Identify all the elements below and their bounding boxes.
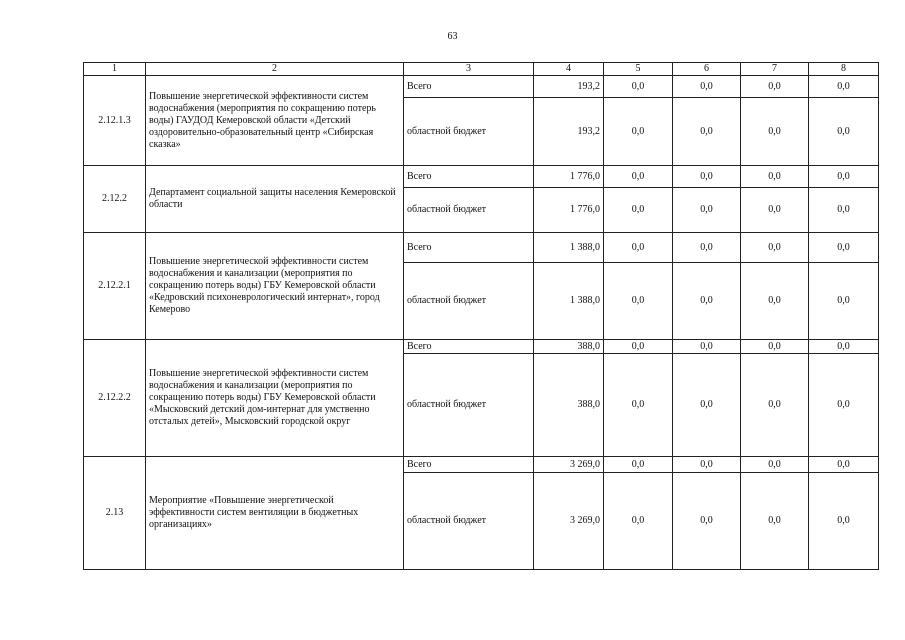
value-cell: 0,0 — [809, 166, 879, 188]
value-cell: 0,0 — [604, 473, 673, 570]
budget-table — [83, 62, 879, 570]
table-row — [84, 340, 879, 354]
value-cell: 0,0 — [809, 233, 879, 263]
value-cell: 1 776,0 — [534, 188, 604, 233]
column-header: 7 — [741, 63, 809, 76]
item-name: Повышение энергетической эффективности систем водоснабжения и канализации (мероприятия по сокращению потерь воды) ГБУ Кемеровской области «Мысковский детский дом-интернат для умственно отсталых детей», Мысковский городской округ — [146, 340, 404, 457]
funding-source: Всего — [404, 457, 534, 473]
value-cell: 0,0 — [604, 233, 673, 263]
value-cell: 193,2 — [534, 98, 604, 166]
funding-source: Всего — [404, 166, 534, 188]
value-cell: 0,0 — [604, 340, 673, 354]
value-cell: 0,0 — [604, 354, 673, 457]
value-cell: 0,0 — [741, 188, 809, 233]
column-header: 1 — [84, 63, 146, 76]
value-cell: 3 269,0 — [534, 473, 604, 570]
value-cell: 388,0 — [534, 340, 604, 354]
value-cell: 0,0 — [741, 263, 809, 340]
table-row — [84, 457, 879, 473]
value-cell: 0,0 — [673, 166, 741, 188]
funding-source: Всего — [404, 340, 534, 354]
item-number: 2.12.2.2 — [84, 340, 146, 457]
table-row — [84, 166, 879, 188]
value-cell: 0,0 — [673, 340, 741, 354]
item-name: Мероприятие «Повышение энергетической эффективности систем вентиляции в бюджетных организациях» — [146, 457, 404, 570]
item-number: 2.13 — [84, 457, 146, 570]
value-cell: 193,2 — [534, 76, 604, 98]
item-number: 2.12.1.3 — [84, 76, 146, 166]
funding-source: областной бюджет — [404, 354, 534, 457]
funding-source: областной бюджет — [404, 263, 534, 340]
value-cell: 0,0 — [809, 457, 879, 473]
value-cell: 0,0 — [809, 354, 879, 457]
value-cell: 0,0 — [673, 76, 741, 98]
value-cell: 0,0 — [741, 233, 809, 263]
value-cell: 0,0 — [741, 166, 809, 188]
column-header: 5 — [604, 63, 673, 76]
funding-source: Всего — [404, 233, 534, 263]
column-header: 2 — [146, 63, 404, 76]
item-name: Повышение энергетической эффективности систем водоснабжения и канализации (мероприятия по сокращению потерь воды) ГБУ Кемеровской области «Кедровский психоневрологический интернат», город Кемерово — [146, 233, 404, 340]
value-cell: 0,0 — [673, 98, 741, 166]
funding-source: областной бюджет — [404, 98, 534, 166]
item-name: Повышение энергетической эффективности систем водоснабжения (мероприятия по сокращению потерь воды) ГАУДОД Кемеровской области «Детский оздоровительно-образовательный центр «Сибирская сказка» — [146, 76, 404, 166]
value-cell: 0,0 — [809, 76, 879, 98]
value-cell: 0,0 — [673, 188, 741, 233]
value-cell: 0,0 — [673, 473, 741, 570]
value-cell: 1 388,0 — [534, 263, 604, 340]
value-cell: 0,0 — [604, 98, 673, 166]
value-cell: 3 269,0 — [534, 457, 604, 473]
column-header: 6 — [673, 63, 741, 76]
value-cell: 0,0 — [741, 473, 809, 570]
value-cell: 0,0 — [673, 233, 741, 263]
value-cell: 0,0 — [673, 263, 741, 340]
funding-source: Всего — [404, 76, 534, 98]
item-name: Департамент социальной защиты населения Кемеровской области — [146, 166, 404, 233]
funding-source: областной бюджет — [404, 473, 534, 570]
value-cell: 0,0 — [741, 457, 809, 473]
value-cell: 0,0 — [809, 98, 879, 166]
value-cell: 0,0 — [809, 188, 879, 233]
value-cell: 1 388,0 — [534, 233, 604, 263]
value-cell: 388,0 — [534, 354, 604, 457]
value-cell: 0,0 — [604, 166, 673, 188]
column-header: 8 — [809, 63, 879, 76]
value-cell: 1 776,0 — [534, 166, 604, 188]
value-cell: 0,0 — [673, 354, 741, 457]
item-number: 2.12.2.1 — [84, 233, 146, 340]
value-cell: 0,0 — [809, 340, 879, 354]
value-cell: 0,0 — [741, 76, 809, 98]
column-header: 4 — [534, 63, 604, 76]
value-cell: 0,0 — [809, 263, 879, 340]
value-cell: 0,0 — [604, 263, 673, 340]
value-cell: 0,0 — [604, 457, 673, 473]
page-number: 63 — [447, 31, 458, 42]
value-cell: 0,0 — [741, 98, 809, 166]
funding-source: областной бюджет — [404, 188, 534, 233]
item-number: 2.12.2 — [84, 166, 146, 233]
value-cell: 0,0 — [809, 473, 879, 570]
value-cell: 0,0 — [604, 76, 673, 98]
value-cell: 0,0 — [741, 354, 809, 457]
table-row — [84, 233, 879, 263]
value-cell: 0,0 — [604, 188, 673, 233]
value-cell: 0,0 — [741, 340, 809, 354]
header-row — [84, 63, 879, 76]
column-header: 3 — [404, 63, 534, 76]
table-row — [84, 76, 879, 98]
value-cell: 0,0 — [673, 457, 741, 473]
